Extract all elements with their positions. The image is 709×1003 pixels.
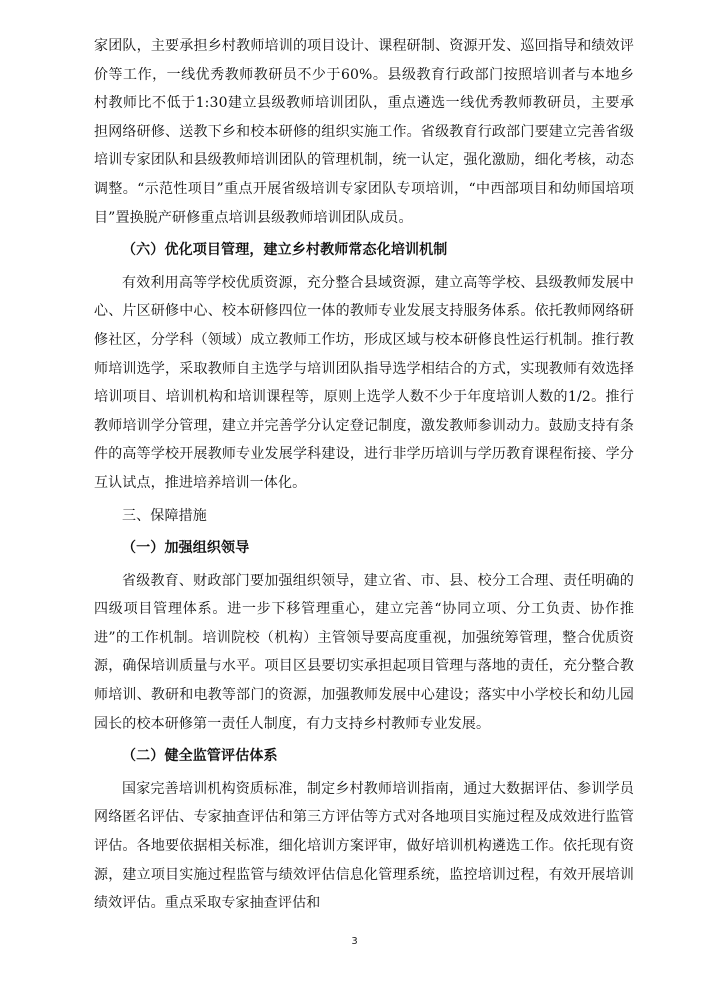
subheading-optimize-project-management: （六）优化项目管理，建立乡村教师常态化培训机制 [122, 242, 448, 259]
page-number: 3 [351, 936, 358, 947]
subheading-supervision-evaluation: （二）健全监管评估体系 [122, 748, 278, 765]
section-heading-safeguards: 三、保障措施 [122, 507, 207, 524]
paragraph-supervision-evaluation: 国家完善培训机构资质标准，制定乡村教师培训指南，通过大数据评估、参训学员网络匿名评估、专家抽查评估和第三方评估等方式对各地项目实施过程及成效进行监管评估。各地要依据相关标准，细化培训方案评审，做好培训机构遴选工作。依托现有资源，建立项目实施过程监管与绩效评估信息化管理系统，监控培训过程，有效开展培训绩效评估。重点采取专家抽查评估和 [94, 780, 634, 912]
document-body [94, 32, 634, 918]
paragraph-training-teams-continued: 家团队，主要承担乡村教师培训的项目设计、课程研制、资源开发、巡回指导和绩效评价等工作，一线优秀教师教研员不少于60%。县级教育行政部门按照培训者与本地乡村教师比不低于1:30建立县级教师培训团队，重点遴选一线优秀教师教研员，主要承担网络研修、送教下乡和校本研修的组织实施工作。省级教育行政部门要建立完善省级培训专家团队和县级教师培训团队的管理机制，统一认定，强化激励，细化考核，动态调整。“示范性项目”重点开展省级培训专家团队专项培训，“中西部项目和幼师国培项目”置换脱产研修重点培训县级教师培训团队成员。 [94, 38, 634, 226]
paragraph-leadership: 省级教育、财政部门要加强组织领导，建立省、市、县、校分工合理、责任明确的四级项目管理体系。进一步下移管理重心，建立完善“协同立项、分工负责、协作推进”的工作机制。培训院校（机构）主管领导要高度重视，加强统筹管理，整合优质资源，确保培训质量与水平。项目区县要切实承担起项目管理与落地的责任，充分整合教师培训、教研和电教等部门的资源，加强教师发展中心建设；落实中小学校长和幼儿园园长的校本研修第一责任人制度，有力支持乡村教师专业发展。 [94, 572, 634, 732]
paragraph-project-management: 有效利用高等学校优质资源，充分整合县域资源，建立高等学校、县级教师发展中心、片区研修中心、校本研修四位一体的教师专业发展支持服务体系。依托教师网络研修社区，分学科（领域）成立教师工作坊，形成区域与校本研修良性运行机制。推行教师培训选学，采取教师自主选学与培训团队指导选学相结合的方式，实现教师有效选择培训项目、培训机构和培训课程等，原则上选学人数不少于年度培训人数的1/2。推行教师培训学分管理，建立并完善学分认定登记制度，激发教师参训动力。鼓励支持有条件的高等学校开展教师专业发展学科建设，进行非学历培训与学历教育课程衔接、学分互认试点，推进培养培训一体化。 [94, 274, 634, 491]
subheading-strengthen-leadership: （一）加强组织领导 [122, 540, 250, 557]
